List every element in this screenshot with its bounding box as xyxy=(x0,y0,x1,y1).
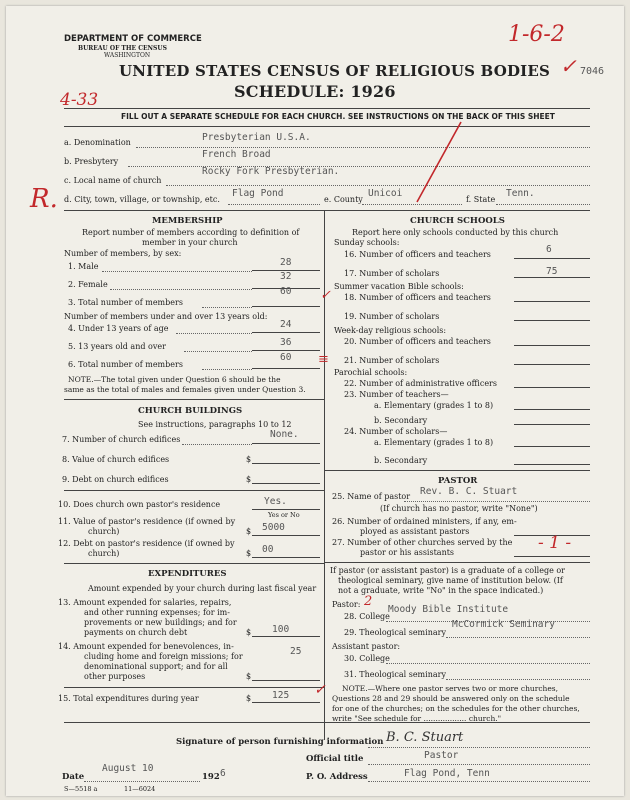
denomination-label: a. Denomination xyxy=(64,138,131,147)
q9-answer-line xyxy=(252,483,320,484)
q13-line-4: payments on church debt xyxy=(84,628,188,637)
q7-value: None. xyxy=(270,429,299,440)
state-line xyxy=(496,204,590,205)
total2-leader xyxy=(202,369,252,370)
q28-label: 28. College xyxy=(344,612,390,621)
q11-answer-line xyxy=(252,535,320,536)
buildings-rule xyxy=(64,563,324,564)
q25-note: (If church has no pastor, write "None") xyxy=(380,504,538,513)
graduate-note-3: not a graduate, write "No" in the space indicated.) xyxy=(338,586,544,595)
q19-answer-line xyxy=(514,320,590,321)
presbytery-value: French Broad xyxy=(202,149,271,160)
year-prefix: 192 xyxy=(202,772,220,782)
q22-answer-line xyxy=(514,387,590,388)
q11-dollar: $ xyxy=(246,527,252,536)
po-address-label: P. O. Address xyxy=(306,772,368,782)
q24b-label: b. Secondary xyxy=(374,456,428,465)
q29-label: 29. Theological seminary xyxy=(344,628,446,637)
q14-dollar: $ xyxy=(246,672,252,681)
header-rule-bottom xyxy=(64,126,590,127)
male-leader xyxy=(102,271,252,272)
q17-label: 17. Number of scholars xyxy=(344,269,440,278)
q30-label: 30. College xyxy=(344,654,390,663)
q14-value: 25 xyxy=(290,646,302,657)
form-title: UNITED STATES CENSUS OF RELIGIOUS BODIES xyxy=(119,62,551,80)
q9-label: 9. Debt on church edifices xyxy=(62,475,169,484)
city-line xyxy=(228,204,320,205)
signature-value: B. C. Stuart xyxy=(386,730,464,745)
q20-label: 20. Number of officers and teachers xyxy=(344,337,491,346)
male-label: 1. Male xyxy=(68,262,99,271)
handwritten-tick-q15: ✓ xyxy=(314,682,326,698)
male-value: 28 xyxy=(280,257,292,268)
local-name-value: Rocky Fork Presbyterian. xyxy=(202,166,340,177)
total2-answer-line xyxy=(252,368,320,369)
q30-line xyxy=(386,663,590,664)
q25-value: Rev. B. C. Stuart xyxy=(420,486,518,497)
total-members-label: 3. Total number of members xyxy=(68,298,183,307)
q22-label: 22. Number of administrative officers xyxy=(344,379,497,388)
pastor-heading: PASTOR xyxy=(438,476,478,486)
graduate-note-1: If pastor (or assistant pastor) is a graduate of a college or xyxy=(330,566,566,575)
graduate-note-2: theological seminary, give name of institution below. (If xyxy=(338,576,563,585)
under13-value: 24 xyxy=(280,319,292,330)
presbytery-label: b. Presbytery xyxy=(64,157,119,166)
membership-intro-2: member in your church xyxy=(142,238,238,247)
schedule-title: SCHEDULE: 1926 xyxy=(234,82,396,101)
official-title-value: Pastor xyxy=(424,750,459,761)
membership-intro-1: Report number of members according to definition of xyxy=(82,228,300,237)
female-leader xyxy=(110,289,252,290)
q17-answer-line xyxy=(514,277,590,278)
buildings-intro: See instructions, paragraphs 10 to 12 xyxy=(138,420,292,429)
q12-label-2: church) xyxy=(88,549,120,558)
q13-line-3: provements or new buildings; and for xyxy=(84,618,237,627)
handwritten-q27: - 1 - xyxy=(538,533,572,553)
under13-answer-line xyxy=(252,332,320,333)
q16-value: 6 xyxy=(546,244,552,255)
total-leader xyxy=(202,307,252,308)
q9-dollar: $ xyxy=(246,475,252,484)
q10-hint: Yes or No xyxy=(268,511,300,519)
under13-leader xyxy=(176,333,252,334)
membership-note-1: NOTE.—The total given under Question 6 should be the xyxy=(68,375,281,384)
q10-label: 10. Does church own pastor's residence xyxy=(58,500,221,509)
date-line xyxy=(84,781,200,782)
q24a-label: a. Elementary (grades 1 to 8) xyxy=(374,438,494,447)
official-title-line xyxy=(368,764,590,765)
handwritten-pastor-note: 2 xyxy=(364,594,373,609)
pastor-note-4: write "See schedule for .................. church." xyxy=(332,714,502,723)
form-number: S—5518 a xyxy=(64,785,98,793)
q9-rule xyxy=(64,490,324,491)
q16-answer-line xyxy=(514,258,590,259)
handwritten-check-mark: ✓ xyxy=(560,54,577,78)
q10-answer-line xyxy=(252,509,320,510)
date-label: Date xyxy=(62,772,85,782)
total2-label: 6. Total number of members xyxy=(68,360,183,369)
local-name-label: c. Local name of church xyxy=(64,176,162,185)
q13-answer-line xyxy=(252,636,320,637)
q21-label: 21. Number of scholars xyxy=(344,356,440,365)
q23-label: 23. Number of teachers— xyxy=(344,390,449,399)
pastor-label: Pastor: xyxy=(332,600,361,609)
presbytery-line xyxy=(128,166,590,167)
handwritten-tick-total2: ≡ xyxy=(318,352,329,367)
identity-rule xyxy=(64,210,590,211)
po-address-line xyxy=(368,781,590,782)
pastor-note-2: Questions 28 and 29 should be answered only on the schedule xyxy=(332,694,570,703)
schools-rule xyxy=(324,470,590,471)
header-rule-top xyxy=(64,108,590,109)
q8-answer-line xyxy=(252,463,320,464)
q11-label-1: 11. Value of pastor's residence (if owned by xyxy=(58,517,236,526)
q29-line xyxy=(446,637,590,638)
q24a-answer-line xyxy=(514,446,590,447)
membership-note-2: same as the total of males and females given under Question 3. xyxy=(64,385,306,394)
q31-line xyxy=(446,679,590,680)
q15-answer-line xyxy=(252,702,320,703)
q7-answer-line xyxy=(252,443,320,444)
q12-answer-line xyxy=(252,557,320,558)
total2-value: 60 xyxy=(280,352,292,363)
vacation-label: Summer vacation Bible schools: xyxy=(334,282,464,291)
q29-value: McCormick Seminary xyxy=(452,619,555,630)
q8-dollar: $ xyxy=(246,455,252,464)
membership-rule xyxy=(64,399,324,400)
over13-leader xyxy=(184,351,252,352)
signature-line xyxy=(368,747,590,748)
state-label: f. State xyxy=(466,195,496,204)
by-sex-label: Number of members, by sex: xyxy=(64,249,182,258)
denomination-line xyxy=(136,147,590,148)
denomination-value: Presbyterian U.S.A. xyxy=(202,132,311,143)
female-value: 32 xyxy=(280,271,292,282)
q15-value: 125 xyxy=(272,690,290,701)
q14-line-3: denominational support; and for all xyxy=(84,662,228,671)
instruction-line: FILL OUT A SEPARATE SCHEDULE FOR EACH CHURCH. SEE INSTRUCTIONS ON THE BACK OF THIS SHEET xyxy=(121,112,555,121)
signature-label: Signature of person furnishing information xyxy=(176,737,384,747)
over13-label: 5. 13 years old and over xyxy=(68,342,166,351)
q15-label: 15. Total expenditures during year xyxy=(58,694,199,703)
q26-line-2: ployed as assistant pastors xyxy=(360,527,470,536)
state-value: Tenn. xyxy=(506,188,535,199)
female-label: 2. Female xyxy=(68,280,108,289)
handwritten-r: R. xyxy=(30,184,58,214)
county-value: Unicoi xyxy=(368,188,403,199)
date-value: August 10 xyxy=(102,763,154,774)
weekday-label: Week-day religious schools: xyxy=(334,326,447,335)
over13-answer-line xyxy=(252,350,320,351)
q23b-answer-line xyxy=(514,424,590,425)
q14-answer-line xyxy=(252,680,320,681)
q18-answer-line xyxy=(514,301,590,302)
print-number: 11—6024 xyxy=(124,785,156,793)
red-check-stroke xyxy=(411,118,471,208)
q7-label: 7. Number of church edifices xyxy=(62,435,181,444)
q25-label: 25. Name of pastor xyxy=(332,492,411,501)
q8-label: 8. Value of church edifices xyxy=(62,455,170,464)
expenditures-intro: Amount expended by your church during last fiscal year xyxy=(88,584,317,593)
body-bottom-rule xyxy=(64,722,590,723)
parochial-label: Parochial schools: xyxy=(334,368,408,377)
q23a-label: a. Elementary (grades 1 to 8) xyxy=(374,401,494,410)
q27-rule xyxy=(324,562,590,563)
handwritten-tick-total: ✓ xyxy=(320,288,331,303)
q28-value: Moody Bible Institute xyxy=(388,604,509,615)
q18-label: 18. Number of officers and teachers xyxy=(344,293,491,302)
q11-value: 5000 xyxy=(262,522,285,533)
q24b-answer-line xyxy=(514,464,590,465)
schools-heading: CHURCH SCHOOLS xyxy=(410,216,505,226)
q12-value: 00 xyxy=(262,544,274,555)
schools-intro: Report here only schools conducted by this church xyxy=(352,228,559,237)
q23a-answer-line xyxy=(514,409,590,410)
po-address-value: Flag Pond, Tenn xyxy=(404,768,490,779)
age-intro-label: Number of members under and over 13 years old: xyxy=(64,312,268,321)
q12-dollar: $ xyxy=(246,549,252,558)
q20-answer-line xyxy=(514,345,590,346)
total-answer-line xyxy=(252,306,320,307)
q27-line-1: 27. Number of other churches served by the xyxy=(332,538,513,547)
q14-line-4: other purposes xyxy=(84,672,146,681)
handwritten-left-code: 4-33 xyxy=(60,90,99,110)
q11-label-2: church) xyxy=(88,527,120,536)
q14-line-1: 14. Amount expended for benevolences, in- xyxy=(58,642,234,651)
department-label: DEPARTMENT OF COMMERCE xyxy=(64,34,202,44)
q10-value: Yes. xyxy=(264,496,287,507)
county-label: e. County xyxy=(324,195,363,204)
assistant-label: Assistant pastor: xyxy=(332,642,401,651)
buildings-heading: CHURCH BUILDINGS xyxy=(138,406,243,416)
q25-line xyxy=(404,501,590,502)
city-field-label: d. City, town, village, or township, etc. xyxy=(64,195,220,204)
q7-leader xyxy=(182,444,252,445)
q14-line-2: cluding home and foreign missions; for xyxy=(84,652,243,661)
pastor-note-1: NOTE.—Where one pastor serves two or more churches, xyxy=(342,684,559,693)
q27-answer-line xyxy=(514,556,590,557)
q12-label-1: 12. Debt on pastor's residence (if owned by xyxy=(58,539,235,548)
q17-value: 75 xyxy=(546,266,558,277)
official-title-label: Official title xyxy=(306,754,364,764)
handwritten-top-right: 1-6-2 xyxy=(508,22,565,47)
q13-line-2: and other running expenses; for im- xyxy=(84,608,230,617)
census-schedule-page xyxy=(6,6,624,796)
year-digit: 6 xyxy=(220,768,226,779)
q13-value: 100 xyxy=(272,624,290,635)
under13-label: 4. Under 13 years of age xyxy=(68,324,169,333)
over13-value: 36 xyxy=(280,337,292,348)
q13-dollar: $ xyxy=(246,628,252,637)
q13-line-1: 13. Amount expended for salaries, repairs, xyxy=(58,598,232,607)
q27-line-2: pastor or his assistants xyxy=(360,548,455,557)
city-value: Flag Pond xyxy=(232,188,284,199)
expenditures-heading: EXPENDITURES xyxy=(148,569,227,579)
local-name-line xyxy=(166,185,590,186)
q21-answer-line xyxy=(514,364,590,365)
q16-label: 16. Number of officers and teachers xyxy=(344,250,491,259)
q14-rule xyxy=(64,687,324,688)
pastor-note-3: for one of the churches; on the schedules for the other churches, xyxy=(332,704,580,713)
q26-line-1: 26. Number of ordained ministers, if any, em- xyxy=(332,517,517,526)
q15-dollar: $ xyxy=(246,694,252,703)
bureau-label: BUREAU OF THE CENSUS xyxy=(78,45,167,52)
q24-label: 24. Number of scholars— xyxy=(344,427,448,436)
q23b-label: b. Secondary xyxy=(374,416,428,425)
city-label: WASHINGTON xyxy=(104,52,151,59)
serial-number: 7046 xyxy=(580,66,605,77)
membership-heading: MEMBERSHIP xyxy=(152,216,223,226)
total-members-value: 60 xyxy=(280,286,292,297)
q31-label: 31. Theological seminary xyxy=(344,670,446,679)
q19-label: 19. Number of scholars xyxy=(344,312,440,321)
sunday-label: Sunday schools: xyxy=(334,238,400,247)
